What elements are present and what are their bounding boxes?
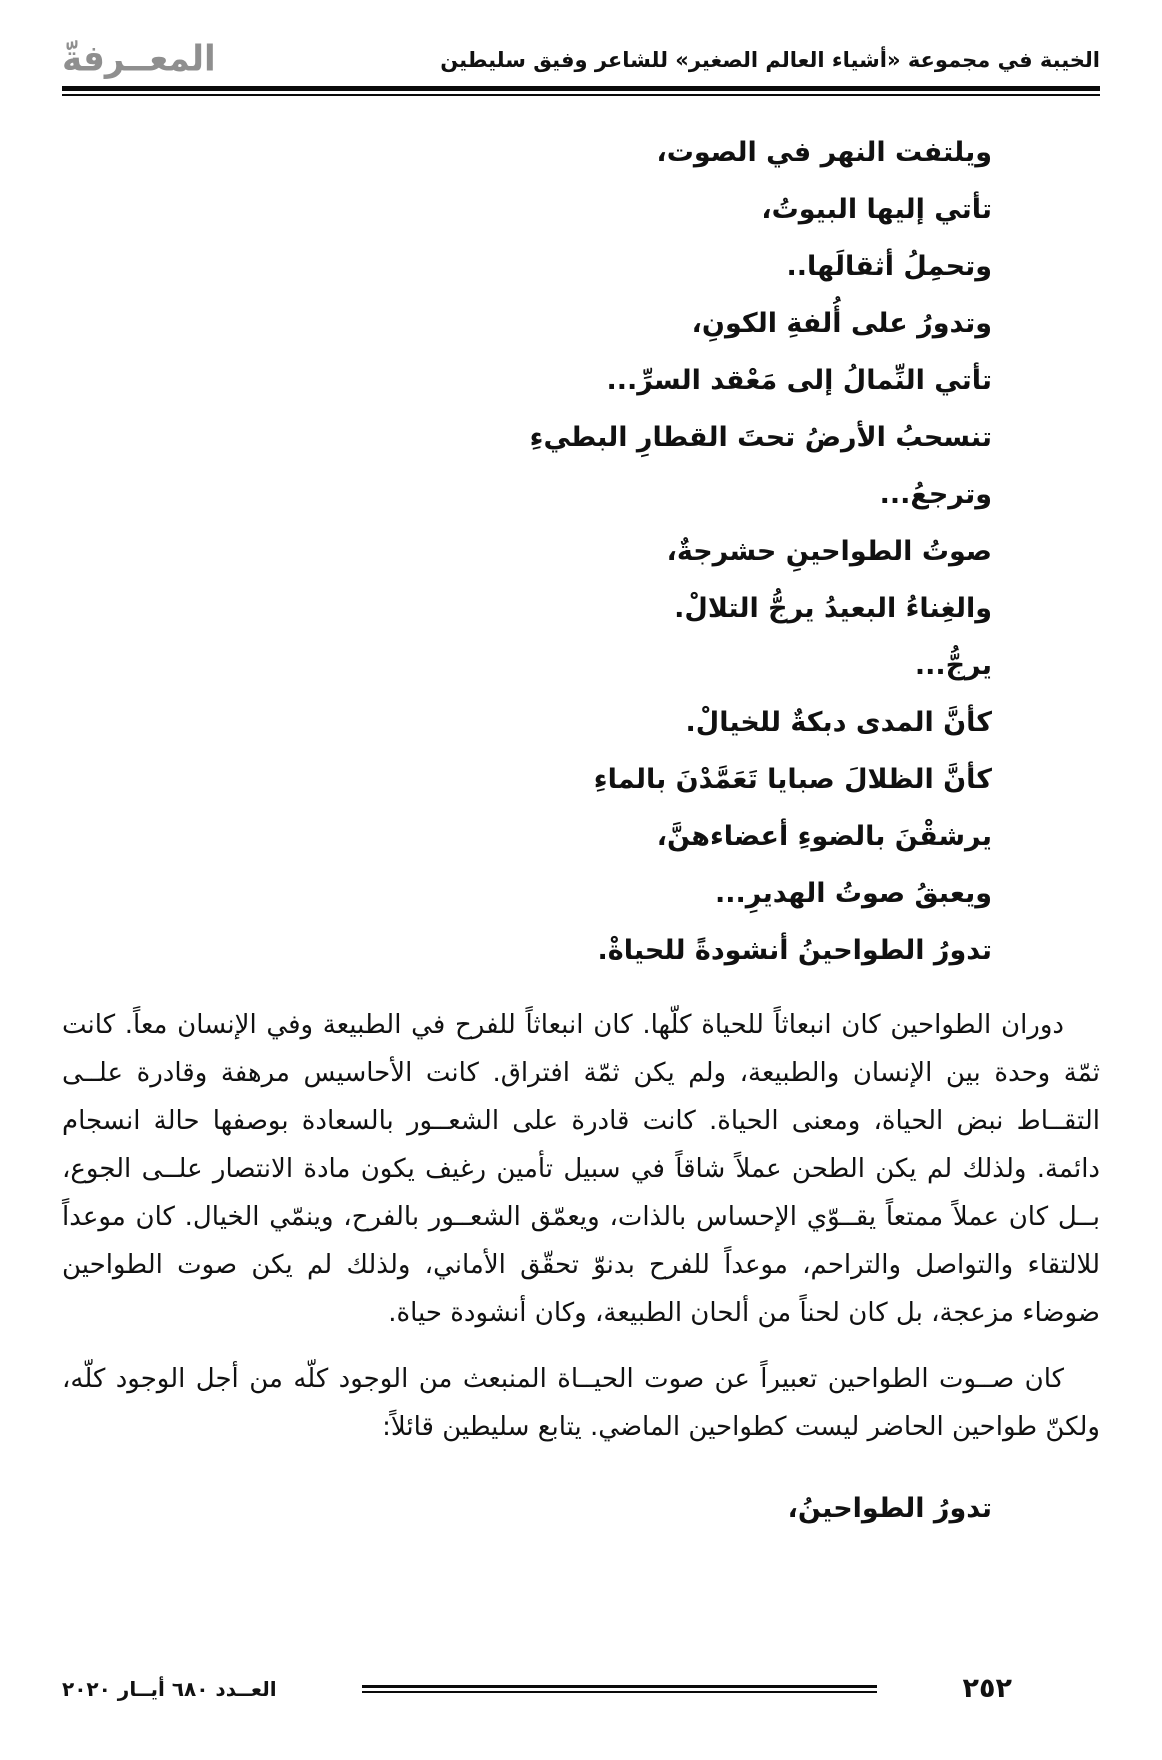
- poem-closing-line: تدورُ الطواحينُ،: [787, 1493, 992, 1524]
- poem-line: تدورُ الطواحينُ أنشودةً للحياةْ.: [597, 935, 992, 966]
- poem-line: ويعبقُ صوتُ الهديرِ...: [715, 878, 992, 909]
- header-divider-rule: [62, 86, 1100, 96]
- poem-line: كأنَّ الظلالَ صبايا تَعَمَّدْنَ بالماءِ: [593, 764, 992, 795]
- poem-line: وترجعُ...: [879, 479, 992, 510]
- poem-block: [170, 124, 1100, 979]
- prose-paragraph: دوران الطواحين كان انبعاثاً للحياة كلّها. كان انبعاثاً للفرح في الطبيعة وفي الإنسان معاً. كانت ثمّة وحدة بين الإنسان والطبيعة، ولم يكن ثمّة افتراق. كانت الأحاسيس مرهفة وقادرة علــى التقــاط نبض الحياة، ومعنى الحياة. كانت قادرة على الشعــور بالسعادة بوصفها حالة انسجام دائمة. ولذلك لم يكن الطحن عملاً شاقاً في سبيل تأمين رغيف يكون مادة الانتصار علــى الجوع، بــل كان عملاً ممتعاً يقــوّي الإحساس بالذات، ويعمّق الشعــور بالفرح، وينمّي الخيال. كان موعداً للالتقاء والتواصل والتراحم، موعداً للفرح بدنوّ تحقّق الأماني، ولذلك لم يكن صوت الطواحين ضوضاء مزعجة، بل كان لحناً من ألحان الطبيعة، وكان أنشودة حياة.: [62, 1010, 1100, 1328]
- poem-line: كأنَّ المدى دبكةٌ للخيالْ.: [685, 707, 992, 738]
- footer-divider-rule: [362, 1685, 877, 1693]
- page-footer: [62, 1675, 1100, 1702]
- poem-line: وتدورُ على أُلفةِ الكونِ،: [691, 308, 992, 339]
- poem-line: يرشقْنَ بالضوءِ أعضاءهنَّ،: [656, 821, 992, 852]
- poem-line: تأتي إليها البيوتُ،: [761, 194, 992, 225]
- poem-line: وتحمِلُ أثقالَها..: [786, 251, 992, 282]
- prose-paragraph: كان صــوت الطواحين تعبيراً عن صوت الحيــاة المنبعث من الوجود كلّه من أجل الوجود كلّه، ولكنّ طواحين الحاضر ليست كطواحين الماضي. يتابع سليطين قائلاً:: [62, 1364, 1100, 1442]
- poem-line: والغِناءُ البعيدُ يرجُّ التلالْ.: [674, 593, 992, 624]
- running-title: الخيبة في مجموعة «أشياء العالم الصغير» للشاعر وفيق سليطين: [440, 47, 1100, 72]
- page-number: ٢٥٢: [962, 1673, 1012, 1704]
- poem-line: تأتي النِّمالُ إلى مَعْقد السرِّ...: [606, 365, 992, 396]
- poem-line: ويلتفت النهر في الصوت،: [656, 137, 992, 168]
- commentary-prose: [62, 1001, 1100, 1451]
- poem-line: تنسحبُ الأرضُ تحتَ القطارِ البطيءِ: [529, 422, 992, 453]
- page-header: [62, 0, 1100, 80]
- issue-info: العــدد ٦٨٠ أيــار ٢٠٢٠: [62, 1676, 277, 1701]
- magazine-logo: المعــرفةّ: [62, 38, 216, 80]
- poem-line: يرجُّ...: [914, 650, 992, 681]
- poem-line: صوتُ الطواحينِ حشرجةٌ،: [666, 536, 992, 567]
